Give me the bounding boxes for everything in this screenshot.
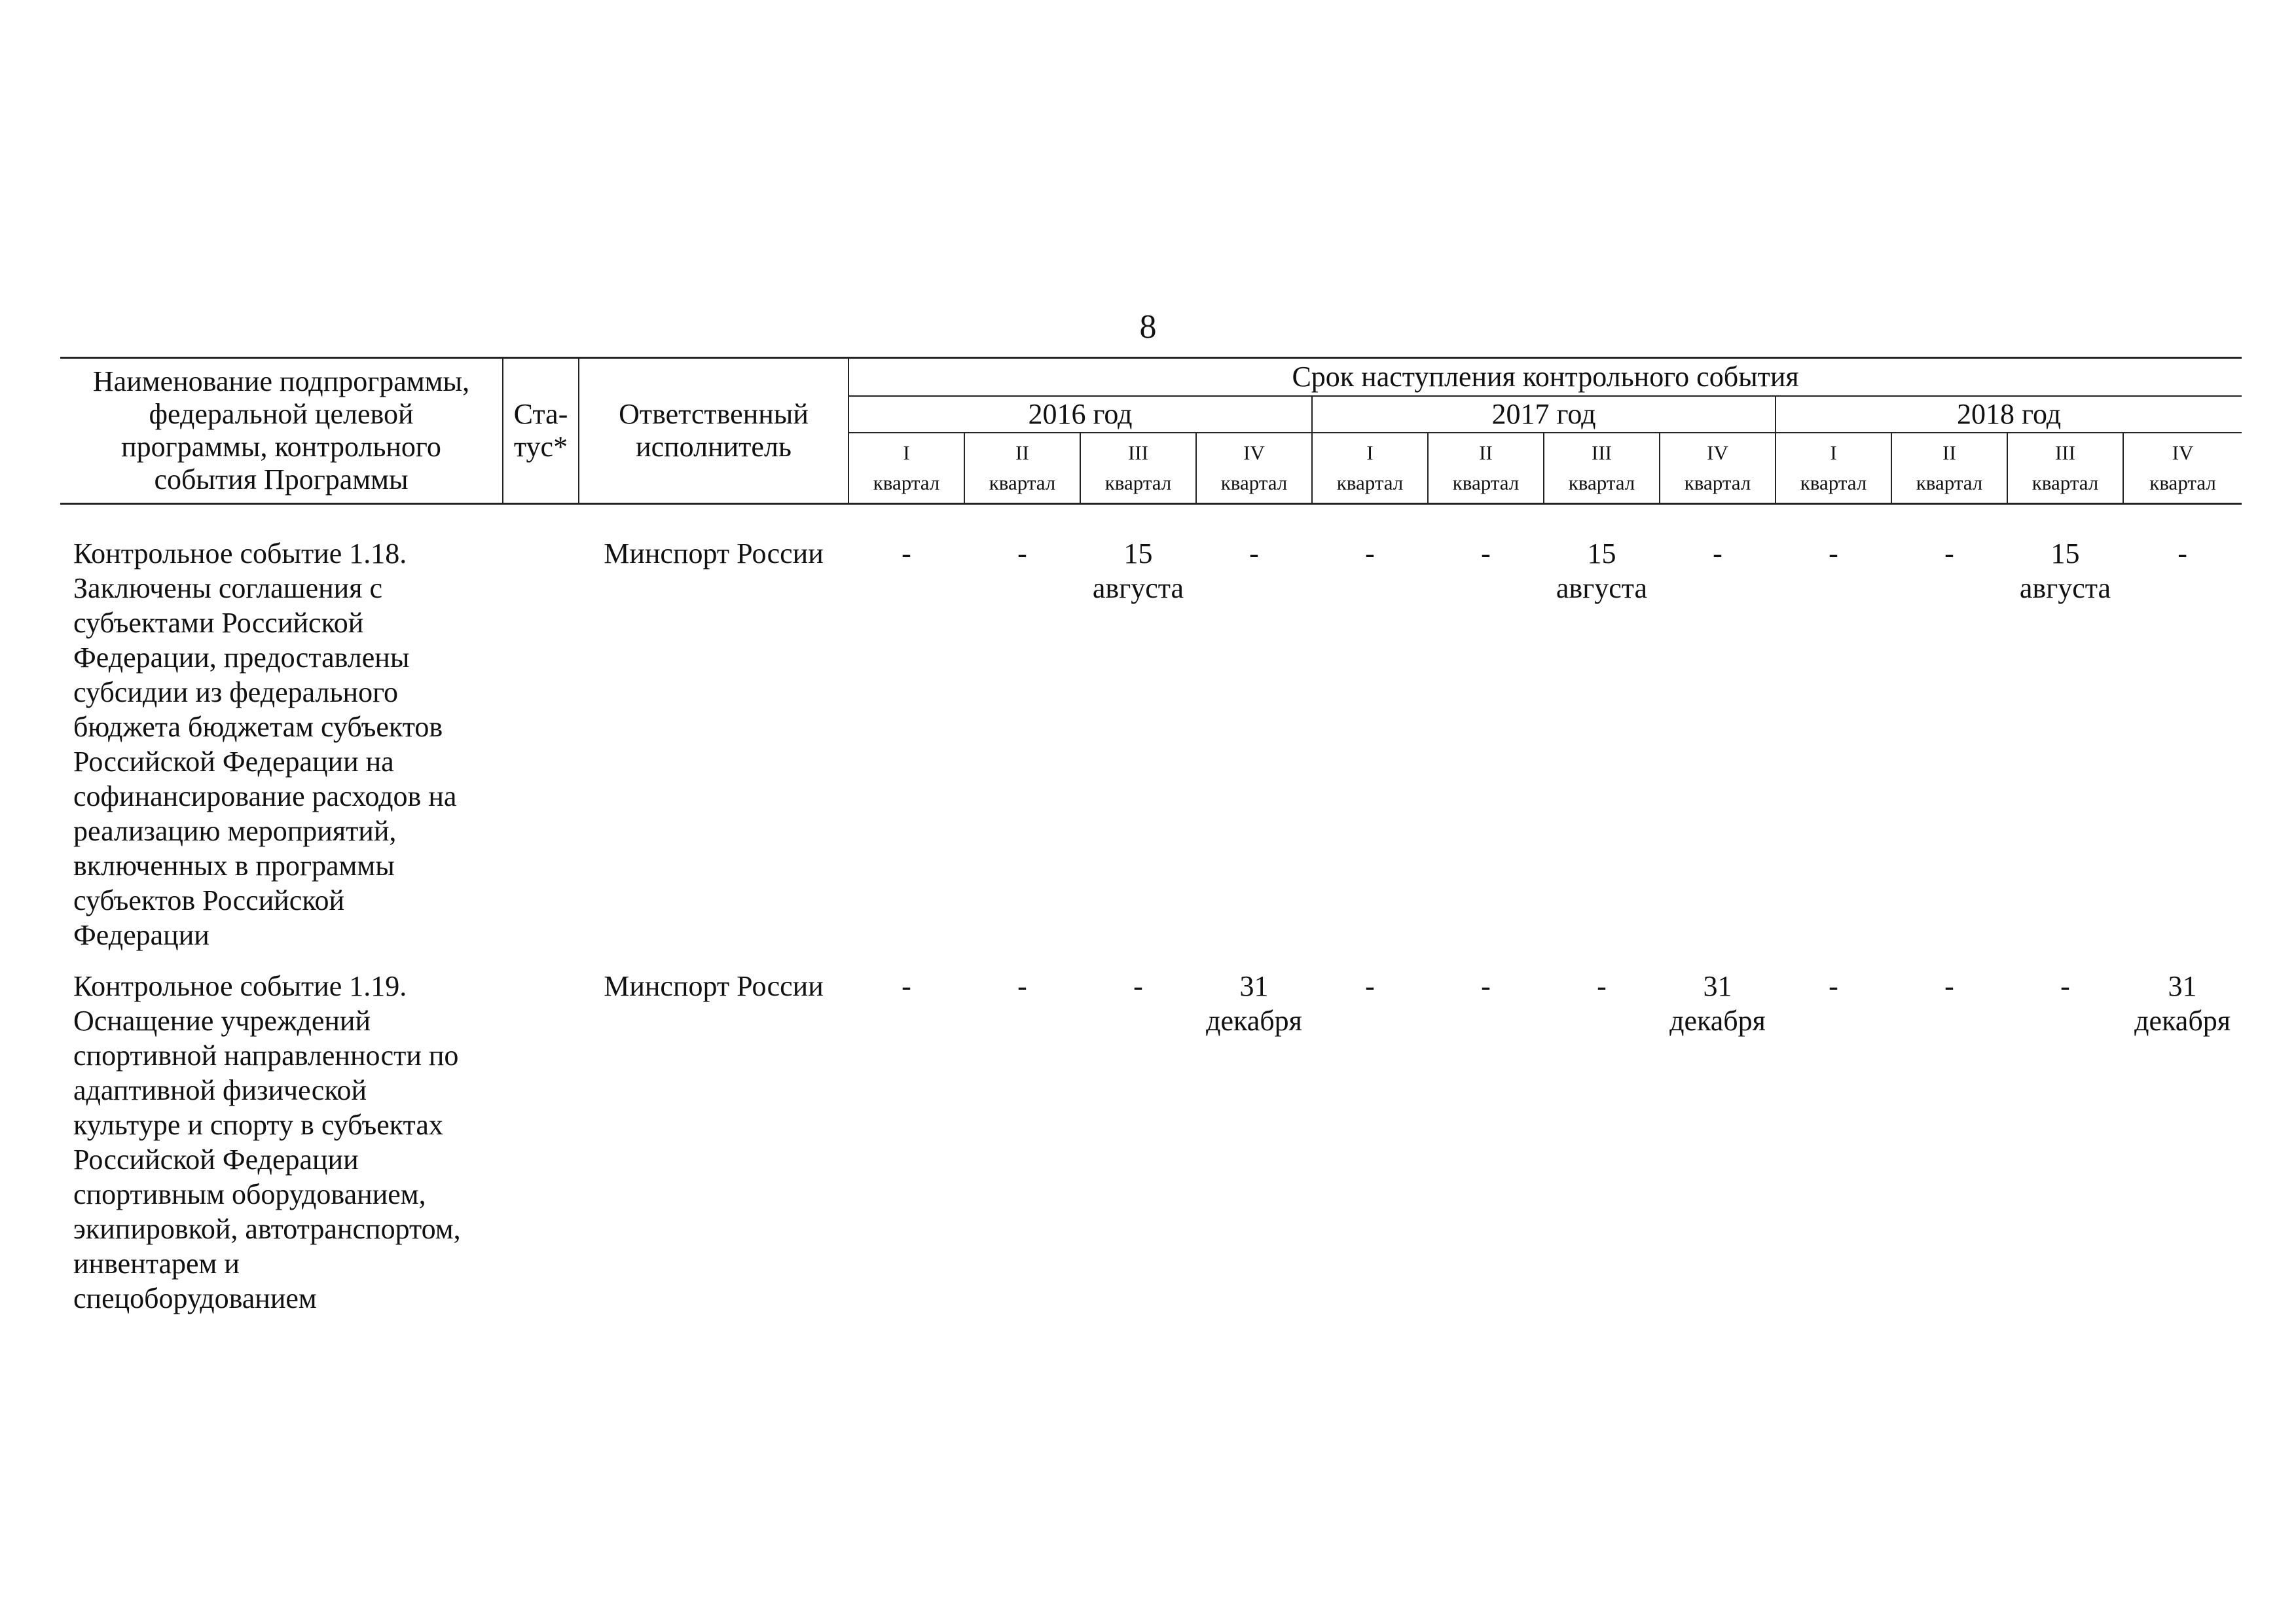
- header-status-column: [503, 358, 579, 504]
- event-quarter-value: -: [1481, 970, 1491, 1002]
- event-quarter-value: 15: [1123, 537, 1153, 569]
- control-events-table: [60, 357, 2242, 1332]
- event-quarter-cell: [848, 536, 964, 969]
- header-name-line: программы, контрольного: [121, 431, 441, 463]
- event-quarter-cell: [1891, 969, 2007, 1332]
- page-number: 8: [1139, 308, 1157, 346]
- event-quarter-cell: [1080, 536, 1196, 969]
- header-quarter: [1196, 433, 1312, 504]
- event-quarter-value: -: [1713, 537, 1722, 569]
- event-quarter-value: -: [902, 970, 911, 1002]
- event-quarter-value: -: [1829, 970, 1838, 1002]
- quarter-number: III: [1128, 441, 1148, 464]
- quarter-number: III: [1592, 441, 1612, 464]
- quarter-number: IV: [1707, 441, 1728, 464]
- event-quarter-cell: [1776, 969, 1891, 1332]
- quarter-word: квартал: [1800, 471, 1867, 494]
- quarter-word: квартал: [1336, 471, 1404, 494]
- event-quarter-value: -: [1829, 537, 1838, 569]
- event-status-cell: [503, 536, 579, 969]
- event-quarter-value: -: [1249, 537, 1259, 569]
- event-quarter-cell: [1544, 969, 1660, 1332]
- quarter-word: квартал: [1568, 471, 1635, 494]
- quarter-number: I: [903, 441, 910, 464]
- event-name-line: спортивной направленности по: [73, 1039, 459, 1072]
- event-quarter-cell: [1891, 536, 2007, 969]
- event-name-line: включенных в программы: [73, 850, 395, 882]
- event-quarter-cell: [1428, 536, 1544, 969]
- quarter-word: квартал: [2149, 471, 2216, 494]
- table-body: [60, 504, 2242, 1333]
- quarter-number: IV: [1243, 441, 1265, 464]
- quarter-word: квартал: [2032, 471, 2099, 494]
- event-quarter-cell: [1776, 536, 1891, 969]
- event-quarter-value: -: [902, 537, 911, 569]
- header-status-line: Ста-: [513, 398, 568, 430]
- event-name-line: адаптивной физической: [73, 1074, 367, 1106]
- event-quarter-cell: [2007, 536, 2123, 969]
- header-quarter: [2123, 433, 2242, 504]
- header-quarter: [1776, 433, 1891, 504]
- event-quarter-cell: [1660, 536, 1776, 969]
- event-name-line: Оснащение учреждений: [73, 1005, 371, 1037]
- quarter-word: квартал: [873, 471, 940, 494]
- header-quarter: [2007, 433, 2123, 504]
- event-quarter-value: -: [1017, 970, 1027, 1002]
- quarter-word: квартал: [1104, 471, 1172, 494]
- event-quarter-value: -: [1365, 537, 1375, 569]
- event-quarter-cell: [2007, 969, 2123, 1332]
- event-name-line: субъектами Российской: [73, 607, 364, 639]
- quarter-word: квартал: [1684, 471, 1751, 494]
- event-quarter-cell: [848, 969, 964, 1332]
- event-quarter-value: декабря: [1206, 1005, 1302, 1037]
- event-quarter-value: августа: [1092, 572, 1184, 604]
- header-quarter: [964, 433, 1080, 504]
- event-name-line: реализацию мероприятий,: [73, 815, 397, 847]
- event-name-line: экипировкой, автотранспортом,: [73, 1213, 461, 1245]
- event-quarter-cell: [1196, 969, 1312, 1332]
- event-quarter-value: 31: [1703, 970, 1732, 1002]
- event-name-line: Заключены соглашения с: [73, 572, 382, 604]
- table-row: [60, 536, 2242, 969]
- event-quarter-cell: [964, 969, 1080, 1332]
- event-quarter-cell: [1544, 536, 1660, 969]
- event-quarter-value: -: [2178, 537, 2187, 569]
- event-quarter-value: -: [1365, 970, 1375, 1002]
- event-name-line: софинансирование расходов на: [73, 780, 457, 812]
- event-name-line: Контрольное событие 1.18.: [73, 537, 407, 569]
- event-quarter-value: -: [1597, 970, 1607, 1002]
- event-name-line: субсидии из федерального: [73, 676, 399, 708]
- event-quarter-cell: [1312, 536, 1428, 969]
- event-quarter-value: -: [1133, 970, 1143, 1002]
- quarter-word: квартал: [1452, 471, 1520, 494]
- event-quarter-cell: [964, 536, 1080, 969]
- event-name-line: спецоборудованием: [73, 1282, 317, 1314]
- event-quarter-cell: [1080, 969, 1196, 1332]
- event-quarter-value: декабря: [1669, 1005, 1766, 1037]
- event-status-cell: [503, 969, 579, 1332]
- event-quarter-cell: [1428, 969, 1544, 1332]
- header-responsible-column: [579, 358, 848, 504]
- header-responsible-line: Ответственный: [619, 398, 809, 430]
- quarter-word: квартал: [989, 471, 1056, 494]
- quarter-word: квартал: [1916, 471, 1983, 494]
- table-header: [60, 358, 2242, 504]
- event-quarter-cell: [1660, 969, 1776, 1332]
- header-deadline-group: Срок наступления контрольного события: [848, 358, 2242, 397]
- header-name-line: федеральной целевой: [149, 398, 414, 430]
- event-quarter-value: -: [1481, 537, 1491, 569]
- quarter-number: II: [1015, 441, 1029, 464]
- header-quarter: [1080, 433, 1196, 504]
- header-status-line: тус*: [513, 431, 568, 463]
- event-name-line: Российской Федерации на: [73, 746, 394, 778]
- header-quarter: [848, 433, 964, 504]
- header-name-line: события Программы: [154, 463, 409, 496]
- event-name-line: Федерации, предоставлены: [73, 641, 410, 674]
- header-name-column: [60, 358, 503, 504]
- event-quarter-value: 15: [2050, 537, 2080, 569]
- event-quarter-value: -: [1944, 970, 1954, 1002]
- event-name-line: инвентарем и: [73, 1248, 240, 1280]
- event-name-line: культуре и спорту в субъектах: [73, 1109, 443, 1141]
- quarter-word: квартал: [1220, 471, 1288, 494]
- quarter-number: I: [1830, 441, 1837, 464]
- event-quarter-value: -: [1017, 537, 1027, 569]
- event-quarter-value: -: [1944, 537, 1954, 569]
- header-year-2016: 2016 год: [848, 396, 1312, 433]
- event-responsible-cell: Минспорт России: [604, 537, 824, 569]
- event-quarter-cell: [2123, 969, 2242, 1332]
- event-quarter-value: августа: [2019, 572, 2111, 604]
- event-name-line: Федерации: [73, 919, 210, 951]
- event-name-line: спортивным оборудованием,: [73, 1178, 426, 1210]
- header-quarter: [1428, 433, 1544, 504]
- event-name-line: Российской Федерации: [73, 1144, 359, 1176]
- quarter-number: II: [1942, 441, 1956, 464]
- quarter-number: III: [2055, 441, 2075, 464]
- event-quarter-value: декабря: [2134, 1005, 2231, 1037]
- header-quarter: [1660, 433, 1776, 504]
- header-quarter: [1891, 433, 2007, 504]
- header-name-line: Наименование подпрограммы,: [92, 365, 470, 397]
- event-quarter-value: 15: [1587, 537, 1616, 569]
- event-responsible-cell: Минспорт России: [604, 970, 824, 1002]
- table-row: [60, 969, 2242, 1332]
- header-quarter: [1544, 433, 1660, 504]
- event-quarter-value: августа: [1556, 572, 1648, 604]
- event-quarter-value: 31: [2168, 970, 2197, 1002]
- event-name-line: субъектов Российской: [73, 884, 345, 916]
- quarter-number: IV: [2172, 441, 2194, 464]
- quarter-number: II: [1479, 441, 1493, 464]
- event-quarter-cell: [1196, 536, 1312, 969]
- event-name-cell: [60, 969, 503, 1332]
- header-quarter: [1312, 433, 1428, 504]
- event-quarter-value: -: [2060, 970, 2070, 1002]
- event-quarter-value: 31: [1239, 970, 1269, 1002]
- header-year-2017: 2017 год: [1312, 396, 1776, 433]
- header-responsible-line: исполнитель: [636, 431, 792, 463]
- event-name-line: Контрольное событие 1.19.: [73, 970, 407, 1002]
- header-year-2018: 2018 год: [1776, 396, 2242, 433]
- event-quarter-cell: [2123, 536, 2242, 969]
- event-name-line: бюджета бюджетам субъектов: [73, 711, 443, 743]
- event-name-cell: [60, 536, 503, 969]
- quarter-number: I: [1366, 441, 1374, 464]
- event-quarter-cell: [1312, 969, 1428, 1332]
